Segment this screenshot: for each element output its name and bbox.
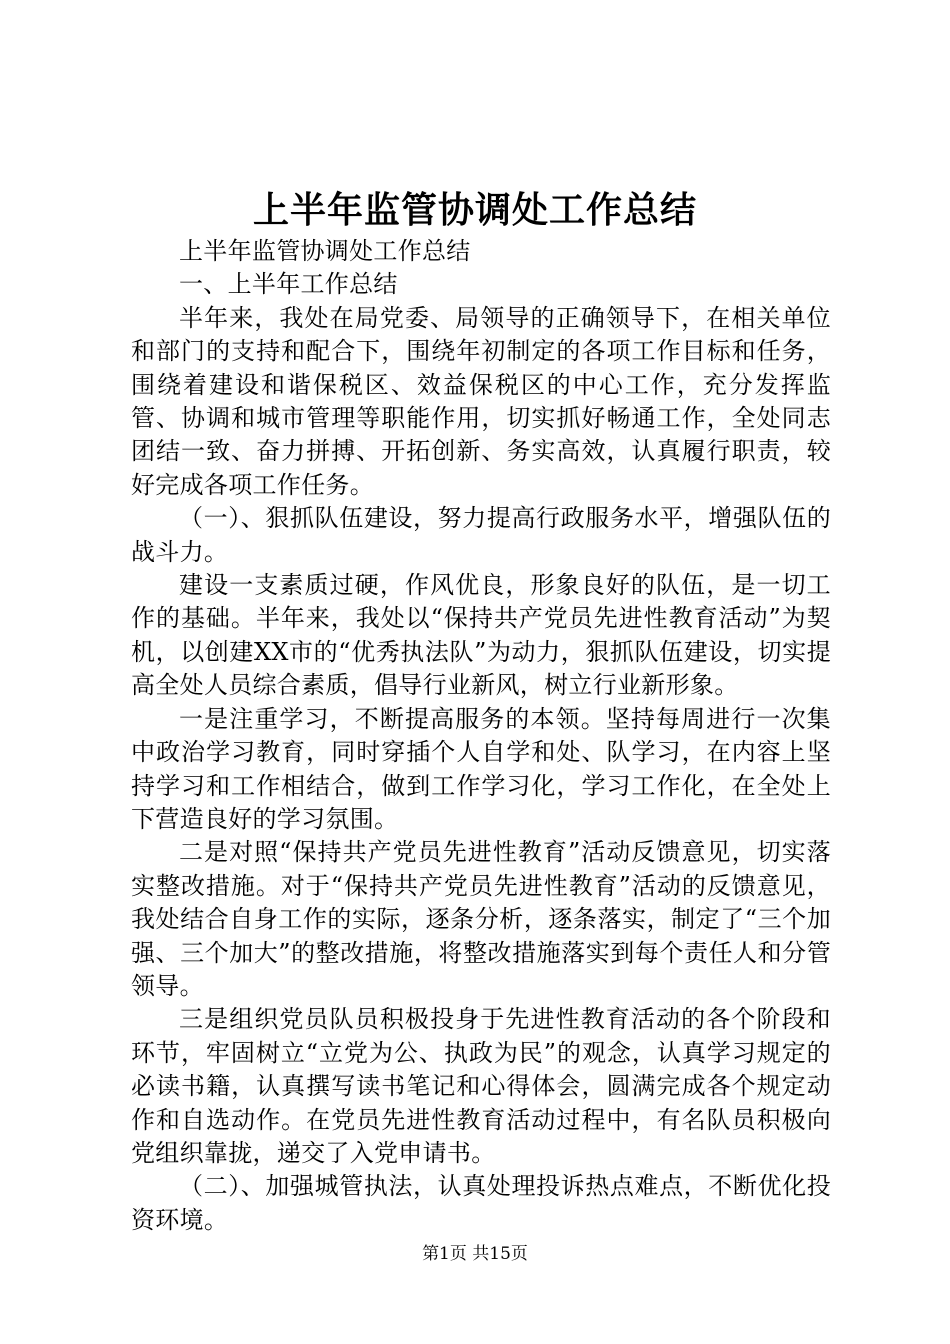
paragraph-subsection-heading: （二）、加强城管执法，认真处理投诉热点难点，不断优化投资环境。 — [131, 1172, 831, 1234]
document-body — [131, 235, 831, 1237]
document-title: 上半年监管协调处工作总结 — [252, 189, 697, 231]
page-footer: 第1页 共15页 — [422, 1244, 528, 1264]
paragraph: 二是对照“保持共产党员先进性教育”活动反馈意见，切实落实整改措施。对于“保持共产党员先进性教育”活动的反馈意见，我处结合自身工作的实际，逐条分析，逐条落实，制定了“三个加强、三个加大”的整改措施，将整改措施落实到每个责任人和分管领导。 — [131, 838, 831, 1000]
paragraph: 三是组织党员队员积极投身于先进性教育活动的各个阶段和环节，牢固树立“立党为公、执政为民”的观念，认真学习规定的必读书籍，认真撰写读书笔记和心得体会，圆满完成各个规定动作和自选动作。在党员先进性教育活动过程中，有名队员积极向党组织靠拢，递交了入党申请书。 — [131, 1005, 831, 1167]
paragraph-subsection-heading: （一）、狠抓队伍建设，努力提高行政服务水平，增强队伍的战斗力。 — [131, 504, 831, 566]
paragraph-section-heading: 一、上半年工作总结 — [179, 270, 398, 299]
paragraph: 半年来，我处在局党委、局领导的正确领导下，在相关单位和部门的支持和配合下，围绕年初制定的各项工作目标和任务，围绕着建设和谐保税区、效益保税区的中心工作，充分发挥监管、协调和城市管理等职能作用，切实抓好畅通工作，全处同志团结一致、奋力拼搏、开拓创新、务实高效，认真履行职责，较好完成各项工作任务。 — [131, 303, 831, 499]
paragraph: 一是注重学习，不断提高服务的本领。坚持每周进行一次集中政治学习教育，同时穿插个人自学和处、队学习，在内容上坚持学习和工作相结合，做到工作学习化，学习工作化，在全处上下营造良好的学习氛围。 — [131, 704, 831, 833]
paragraph-subtitle: 上半年监管协调处工作总结 — [179, 237, 471, 265]
paragraph: 建设一支素质过硬，作风优良，形象良好的队伍，是一切工作的基础。半年来，我处以“保持共产党员先进性教育活动”为契机，以创建XX市的“优秀执法队”为动力，狠抓队伍建设，切实提高全处人员综合素质，倡导行业新风，树立行业新形象。 — [131, 571, 831, 700]
